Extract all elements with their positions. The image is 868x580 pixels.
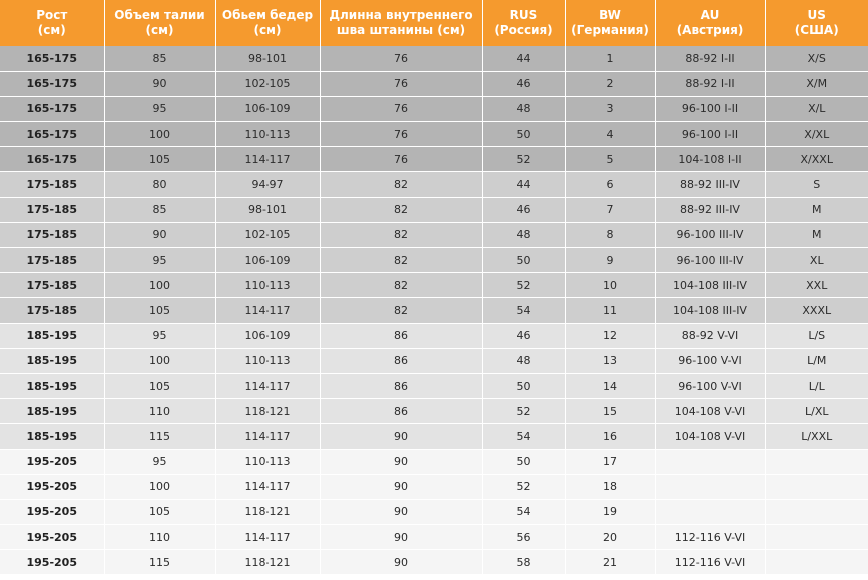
cell-bw: 7 <box>565 197 655 222</box>
cell-us: L/XL <box>765 399 868 424</box>
cell-us: M <box>765 222 868 247</box>
cell-hips: 106-109 <box>215 323 320 348</box>
table-row <box>0 550 868 575</box>
cell-us <box>765 474 868 499</box>
cell-rus: 50 <box>482 449 565 474</box>
header-hips: Обьем бедер (см) <box>215 0 320 46</box>
cell-us: XXL <box>765 273 868 298</box>
header-inseam: Длинна внутреннего шва штанины (см) <box>320 0 482 46</box>
header-waist: Объем талии (см) <box>104 0 215 46</box>
cell-rus: 50 <box>482 248 565 273</box>
cell-au: 104-108 V-VI <box>655 399 765 424</box>
cell-hips: 110-113 <box>215 273 320 298</box>
cell-waist: 80 <box>104 172 215 197</box>
cell-us <box>765 550 868 575</box>
cell-height: 185-195 <box>0 424 104 449</box>
cell-us: X/L <box>765 96 868 121</box>
table-header <box>0 0 868 46</box>
cell-us: X/S <box>765 46 868 71</box>
cell-au: 104-108 III-IV <box>655 298 765 323</box>
cell-hips: 110-113 <box>215 348 320 373</box>
cell-rus: 54 <box>482 298 565 323</box>
cell-height: 175-185 <box>0 197 104 222</box>
cell-bw: 18 <box>565 474 655 499</box>
cell-rus: 56 <box>482 525 565 550</box>
table-row <box>0 298 868 323</box>
cell-bw: 21 <box>565 550 655 575</box>
cell-rus: 54 <box>482 499 565 524</box>
cell-au: 88-92 I-II <box>655 46 765 71</box>
table-row <box>0 197 868 222</box>
table-row <box>0 96 868 121</box>
cell-hips: 114-117 <box>215 525 320 550</box>
cell-au: 104-108 III-IV <box>655 273 765 298</box>
cell-us: XL <box>765 248 868 273</box>
cell-au: 104-108 I-II <box>655 147 765 172</box>
cell-waist: 90 <box>104 222 215 247</box>
table-row <box>0 172 868 197</box>
cell-waist: 95 <box>104 323 215 348</box>
cell-height: 195-205 <box>0 474 104 499</box>
table-row <box>0 122 868 147</box>
table-row <box>0 424 868 449</box>
cell-us: L/XXL <box>765 424 868 449</box>
cell-rus: 44 <box>482 46 565 71</box>
cell-us: L/L <box>765 373 868 398</box>
cell-rus: 52 <box>482 399 565 424</box>
cell-inseam: 82 <box>320 222 482 247</box>
cell-au <box>655 474 765 499</box>
cell-waist: 95 <box>104 248 215 273</box>
cell-bw: 13 <box>565 348 655 373</box>
cell-rus: 46 <box>482 323 565 348</box>
cell-waist: 100 <box>104 348 215 373</box>
cell-hips: 114-117 <box>215 424 320 449</box>
table-row <box>0 222 868 247</box>
cell-au: 96-100 V-VI <box>655 373 765 398</box>
cell-inseam: 76 <box>320 96 482 121</box>
cell-us: XXXL <box>765 298 868 323</box>
cell-waist: 95 <box>104 449 215 474</box>
cell-au: 104-108 V-VI <box>655 424 765 449</box>
cell-waist: 105 <box>104 499 215 524</box>
header-row <box>0 0 868 46</box>
cell-us <box>765 499 868 524</box>
cell-inseam: 86 <box>320 373 482 398</box>
cell-us <box>765 449 868 474</box>
cell-height: 185-195 <box>0 323 104 348</box>
cell-height: 165-175 <box>0 46 104 71</box>
cell-inseam: 90 <box>320 474 482 499</box>
cell-us: L/M <box>765 348 868 373</box>
cell-height: 175-185 <box>0 298 104 323</box>
table-row <box>0 71 868 96</box>
cell-waist: 115 <box>104 424 215 449</box>
cell-height: 195-205 <box>0 550 104 575</box>
cell-inseam: 76 <box>320 46 482 71</box>
cell-bw: 14 <box>565 373 655 398</box>
cell-waist: 100 <box>104 273 215 298</box>
cell-hips: 114-117 <box>215 474 320 499</box>
cell-us: M <box>765 197 868 222</box>
cell-height: 165-175 <box>0 71 104 96</box>
cell-inseam: 82 <box>320 248 482 273</box>
cell-height: 185-195 <box>0 373 104 398</box>
cell-waist: 115 <box>104 550 215 575</box>
cell-bw: 1 <box>565 46 655 71</box>
cell-hips: 98-101 <box>215 197 320 222</box>
table-row <box>0 46 868 71</box>
cell-rus: 44 <box>482 172 565 197</box>
cell-us: S <box>765 172 868 197</box>
table-row <box>0 348 868 373</box>
table-row <box>0 273 868 298</box>
cell-rus: 48 <box>482 348 565 373</box>
header-us: US (США) <box>765 0 868 46</box>
cell-rus: 50 <box>482 122 565 147</box>
cell-inseam: 86 <box>320 323 482 348</box>
cell-bw: 2 <box>565 71 655 96</box>
cell-rus: 52 <box>482 147 565 172</box>
cell-bw: 20 <box>565 525 655 550</box>
cell-height: 195-205 <box>0 525 104 550</box>
table-row <box>0 525 868 550</box>
cell-waist: 100 <box>104 122 215 147</box>
cell-au: 112-116 V-VI <box>655 525 765 550</box>
cell-bw: 11 <box>565 298 655 323</box>
cell-au <box>655 449 765 474</box>
table-row <box>0 449 868 474</box>
cell-waist: 90 <box>104 71 215 96</box>
table-row <box>0 474 868 499</box>
cell-waist: 95 <box>104 96 215 121</box>
cell-hips: 94-97 <box>215 172 320 197</box>
cell-height: 165-175 <box>0 122 104 147</box>
cell-bw: 9 <box>565 248 655 273</box>
cell-inseam: 90 <box>320 424 482 449</box>
cell-hips: 114-117 <box>215 147 320 172</box>
table-row <box>0 248 868 273</box>
cell-waist: 85 <box>104 197 215 222</box>
cell-hips: 110-113 <box>215 122 320 147</box>
cell-bw: 12 <box>565 323 655 348</box>
cell-inseam: 76 <box>320 71 482 96</box>
cell-hips: 110-113 <box>215 449 320 474</box>
cell-height: 185-195 <box>0 399 104 424</box>
cell-height: 165-175 <box>0 147 104 172</box>
cell-rus: 58 <box>482 550 565 575</box>
cell-au: 96-100 III-IV <box>655 222 765 247</box>
cell-rus: 46 <box>482 197 565 222</box>
cell-au: 96-100 I-II <box>655 122 765 147</box>
table-body <box>0 46 868 575</box>
cell-hips: 102-105 <box>215 71 320 96</box>
cell-rus: 48 <box>482 222 565 247</box>
cell-au: 88-92 III-IV <box>655 172 765 197</box>
cell-bw: 15 <box>565 399 655 424</box>
cell-height: 165-175 <box>0 96 104 121</box>
cell-hips: 98-101 <box>215 46 320 71</box>
cell-inseam: 82 <box>320 298 482 323</box>
cell-au: 96-100 I-II <box>655 96 765 121</box>
header-au: AU (Австрия) <box>655 0 765 46</box>
cell-rus: 46 <box>482 71 565 96</box>
cell-height: 195-205 <box>0 499 104 524</box>
cell-bw: 19 <box>565 499 655 524</box>
cell-height: 175-185 <box>0 222 104 247</box>
cell-waist: 105 <box>104 373 215 398</box>
cell-bw: 16 <box>565 424 655 449</box>
cell-inseam: 82 <box>320 172 482 197</box>
cell-waist: 105 <box>104 147 215 172</box>
cell-height: 175-185 <box>0 248 104 273</box>
cell-bw: 8 <box>565 222 655 247</box>
cell-rus: 52 <box>482 474 565 499</box>
cell-waist: 100 <box>104 474 215 499</box>
header-height: Рост (см) <box>0 0 104 46</box>
cell-hips: 118-121 <box>215 399 320 424</box>
cell-us: X/XL <box>765 122 868 147</box>
cell-au: 112-116 V-VI <box>655 550 765 575</box>
cell-inseam: 90 <box>320 525 482 550</box>
cell-bw: 3 <box>565 96 655 121</box>
cell-rus: 54 <box>482 424 565 449</box>
cell-height: 195-205 <box>0 449 104 474</box>
cell-hips: 102-105 <box>215 222 320 247</box>
cell-waist: 105 <box>104 298 215 323</box>
cell-au: 96-100 V-VI <box>655 348 765 373</box>
cell-us: X/XXL <box>765 147 868 172</box>
cell-au <box>655 499 765 524</box>
cell-inseam: 90 <box>320 499 482 524</box>
cell-bw: 6 <box>565 172 655 197</box>
cell-hips: 118-121 <box>215 499 320 524</box>
cell-bw: 10 <box>565 273 655 298</box>
cell-inseam: 90 <box>320 449 482 474</box>
cell-hips: 114-117 <box>215 298 320 323</box>
cell-hips: 106-109 <box>215 96 320 121</box>
cell-bw: 4 <box>565 122 655 147</box>
cell-au: 88-92 III-IV <box>655 197 765 222</box>
table-row <box>0 399 868 424</box>
cell-bw: 5 <box>565 147 655 172</box>
cell-us <box>765 525 868 550</box>
cell-waist: 110 <box>104 525 215 550</box>
table-row <box>0 373 868 398</box>
cell-inseam: 82 <box>320 273 482 298</box>
cell-hips: 118-121 <box>215 550 320 575</box>
cell-height: 175-185 <box>0 172 104 197</box>
cell-rus: 50 <box>482 373 565 398</box>
cell-hips: 114-117 <box>215 373 320 398</box>
cell-inseam: 76 <box>320 122 482 147</box>
cell-inseam: 90 <box>320 550 482 575</box>
cell-inseam: 86 <box>320 348 482 373</box>
table-row <box>0 147 868 172</box>
cell-au: 88-92 I-II <box>655 71 765 96</box>
cell-us: X/M <box>765 71 868 96</box>
cell-waist: 110 <box>104 399 215 424</box>
table-row <box>0 323 868 348</box>
cell-rus: 52 <box>482 273 565 298</box>
cell-au: 88-92 V-VI <box>655 323 765 348</box>
header-bw: BW (Германия) <box>565 0 655 46</box>
cell-au: 96-100 III-IV <box>655 248 765 273</box>
cell-hips: 106-109 <box>215 248 320 273</box>
table-row <box>0 499 868 524</box>
cell-bw: 17 <box>565 449 655 474</box>
cell-us: L/S <box>765 323 868 348</box>
cell-inseam: 86 <box>320 399 482 424</box>
cell-height: 185-195 <box>0 348 104 373</box>
cell-rus: 48 <box>482 96 565 121</box>
cell-inseam: 76 <box>320 147 482 172</box>
cell-waist: 85 <box>104 46 215 71</box>
cell-height: 175-185 <box>0 273 104 298</box>
header-rus: RUS (Россия) <box>482 0 565 46</box>
cell-inseam: 82 <box>320 197 482 222</box>
